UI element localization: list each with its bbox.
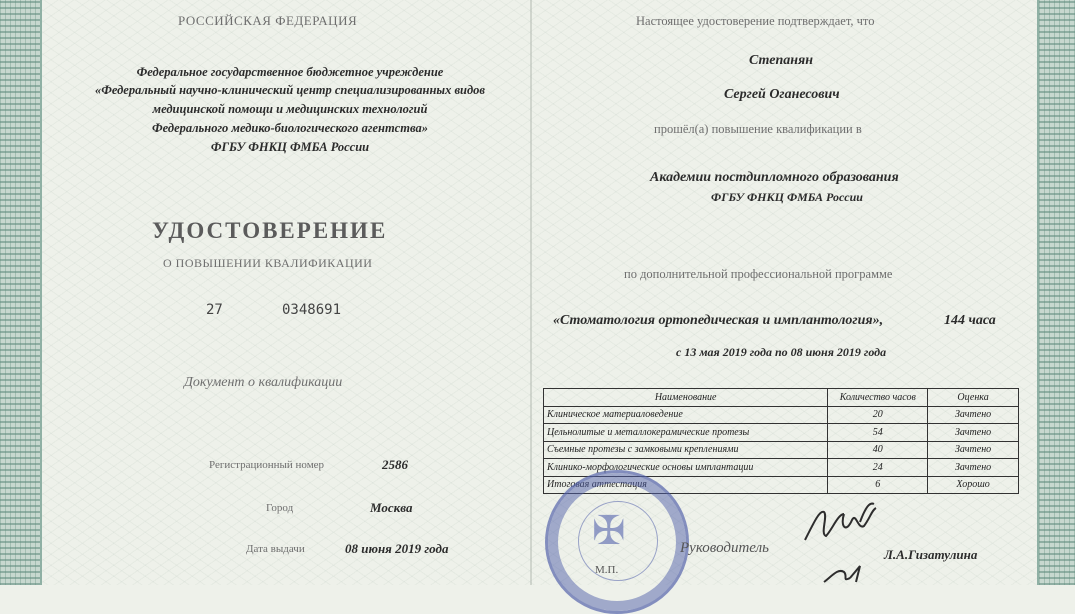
confirm-text: Настоящее удостоверение подтверждает, что — [636, 14, 875, 28]
document-type: Документ о квалификации — [184, 375, 343, 390]
country-heading: РОССИЙСКАЯ ФЕДЕРАЦИЯ — [178, 13, 358, 28]
document-series: 27 — [206, 302, 223, 318]
table-row — [544, 441, 1019, 459]
discipline-grade: Зачтено — [928, 459, 1019, 477]
org-line-1: Федеральное государственное бюджетное учреждение — [136, 65, 444, 79]
issue-date-label: Дата выдачи — [246, 543, 305, 555]
table-row — [544, 406, 1019, 424]
discipline-hours: 6 — [828, 476, 928, 494]
academy-line-1: Академии постдипломного образования — [650, 170, 899, 185]
discipline-hours: 54 — [828, 424, 928, 442]
right-guilloche-border — [1037, 0, 1075, 585]
program-label: по дополнительной профессиональной программе — [624, 267, 893, 281]
holder-name: Сергей Оганесович — [724, 87, 840, 102]
academy-line-2: ФГБУ ФНКЦ ФМБА России — [711, 190, 863, 204]
column-header: Количество часов — [828, 389, 928, 407]
discipline-hours: 24 — [828, 459, 928, 477]
discipline-grade: Зачтено — [928, 424, 1019, 442]
double-headed-eagle-icon: ✠ — [592, 508, 626, 553]
column-header: Наименование — [544, 389, 828, 407]
org-line-2: «Федеральный научно-клинический центр специализированных видов — [94, 83, 486, 97]
program-name: «Стоматология ортопедическая и имплантология», — [553, 313, 884, 328]
discipline-name: Клиническое материаловедение — [544, 406, 828, 424]
document-title: УДОСТОВЕРЕНИЕ — [152, 218, 388, 243]
discipline-name: Съемные протезы с замковыми креплениями — [544, 441, 828, 459]
org-line-3: медицинской помощи и медицинских технологий — [152, 102, 428, 116]
city-label: Город — [266, 502, 294, 514]
table-row — [544, 424, 1019, 442]
document-number: 0348691 — [282, 302, 342, 318]
left-guilloche-border — [0, 0, 42, 585]
issue-date-value: 08 июня 2019 года — [345, 541, 449, 556]
holder-surname: Степанян — [749, 53, 813, 68]
discipline-name: Клинико-морфологические основы имплантации — [544, 459, 828, 477]
document-subtitle: О ПОВЫШЕНИИ КВАЛИФИКАЦИИ — [163, 256, 373, 270]
discipline-hours: 20 — [828, 406, 928, 424]
discipline-grade: Хорошо — [928, 476, 1019, 494]
head-name: Л.А.Гизатулина — [884, 547, 978, 562]
table-header-row — [544, 389, 1019, 407]
reg-number-label: Регистрационный номер — [209, 459, 325, 471]
stamp-place-label: М.П. — [595, 564, 619, 576]
column-header: Оценка — [928, 389, 1019, 407]
discipline-grade: Зачтено — [928, 406, 1019, 424]
official-seal — [545, 470, 689, 614]
discipline-name: Цельнолитые и металлокерамические протезы — [544, 424, 828, 442]
reg-number-value: 2586 — [382, 457, 408, 472]
discipline-name: Итоговая аттестация — [544, 476, 828, 494]
study-period: с 13 мая 2019 года по 08 июня 2019 года — [676, 345, 887, 359]
org-line-5: ФГБУ ФНКЦ ФМБА России — [210, 140, 370, 154]
city-value: Москва — [370, 500, 413, 515]
passed-text: прошёл(а) повышение квалификации в — [654, 122, 862, 136]
discipline-hours: 40 — [828, 441, 928, 459]
discipline-grade: Зачтено — [928, 441, 1019, 459]
org-line-4: Федерального медико-биологического агентства» — [152, 121, 428, 135]
secondary-signature — [820, 562, 890, 585]
head-signature — [800, 500, 920, 550]
program-hours: 144 часа — [944, 313, 996, 328]
head-label: Руководитель — [680, 540, 769, 556]
